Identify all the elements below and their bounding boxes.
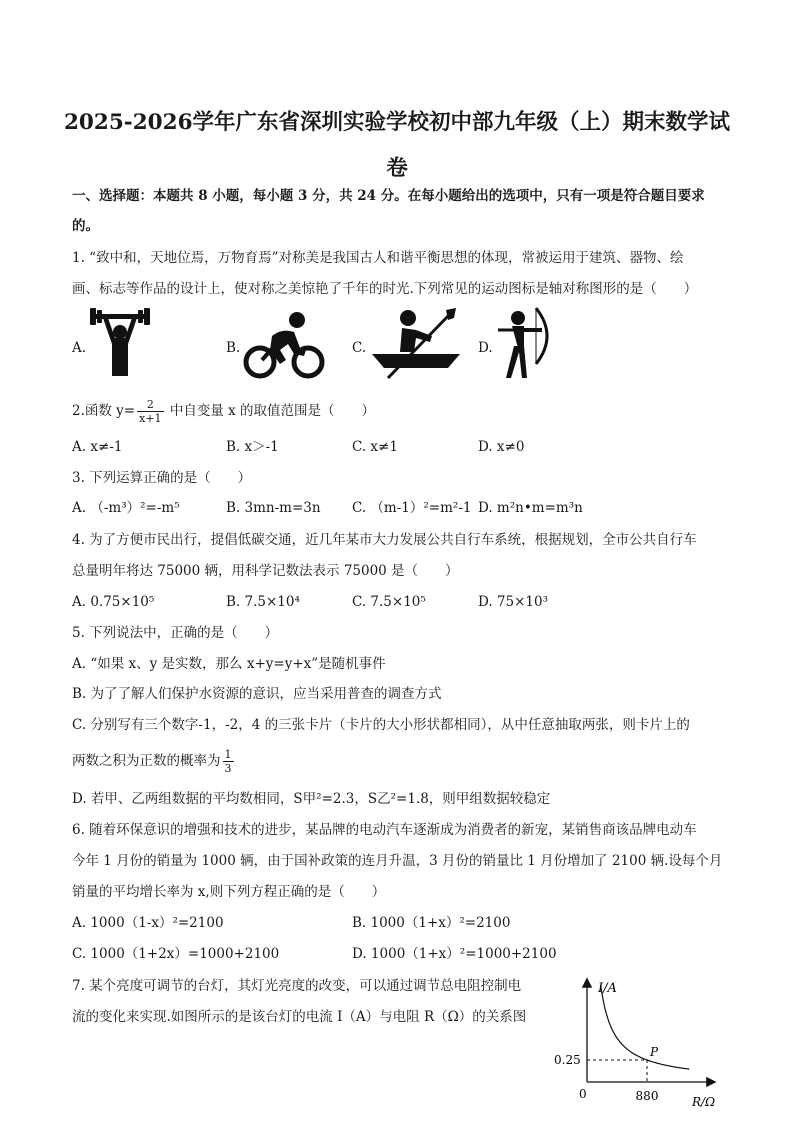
q5-option-b: B. 为了了解人们保护水资源的意识，应当采用普查的调查方式 [72,686,442,702]
q6-option-c: C. 1000（1+2x）=1000+2100 [72,946,280,962]
q5-option-c-prefix: 两数之积为正数的概率为 [72,753,221,769]
q2-stem [72,398,375,425]
q1-stem-line-1: 1. “致中和，天地位焉，万物育焉”对称美是我国古人和谐平衡思想的体现，常被运用于建筑、器物、绘 [72,250,684,266]
q4-stem-line-2: 总量明年将达 75000 辆，用科学记数法表示 75000 是（ ） [72,563,459,579]
q5-option-c-line-1: C. 分别写有三个数字-1，-2，4 的三张卡片（卡片的大小形状都相同），从中任意抽取两张，则卡片上的 [72,717,690,733]
section-header-line-2: 的。 [72,218,99,234]
q5-option-c-line-2 [72,748,236,775]
q2-fraction [137,398,163,425]
archery-icon [492,306,556,380]
q2-fraction-denominator: x+1 [139,412,162,425]
title-line-1: 2025-2026学年广东省深圳实验学校初中部九年级（上）期末数学试 [63,110,731,135]
section-header-line-1: 一、选择题：本题共 8 小题，每小题 3 分，共 24 分。在每小题给出的选项中，只有一项是符合题目要求 [72,188,705,204]
q5-fraction-numerator: 1 [224,748,232,761]
exam-title [60,100,734,192]
q6-option-a: A. 1000（1-x）²=2100 [72,915,224,931]
q5-option-a: A. “如果 x、y 是实数，那么 x+y=y+x”是随机事件 [72,656,386,672]
graph-y-axis-label: I/A [598,981,617,996]
q6-stem-line-1: 6. 随着环保意识的增强和技术的进步，某品牌的电动汽车逐渐成为消费者的新宠，某销售商该品牌电动车 [72,822,697,838]
q6-stem-line-3: 销量的平均增长率为 x,则下列方程正确的是（ ） [72,884,386,900]
q1-option-a-label: A. [72,340,87,356]
current-resistance-graph [552,972,732,1112]
q4-stem-line-1: 4. 为了方便市民出行，提倡低碳交通，近几年某市大力发展公共自行车系统，根据规划，全市公共自行车 [72,532,697,548]
q2-option-c: C. x≠1 [352,439,398,455]
q1-option-d-label: D. [478,340,493,356]
inverse-proportion-curve [601,985,690,1069]
q2-option-d: D. x≠0 [478,439,525,455]
q3-stem: 3. 下列运算正确的是（ ） [72,470,252,486]
q6-option-b: B. 1000（1+x）²=2100 [352,915,511,931]
q4-option-a: A. 0.75×10⁵ [72,594,155,610]
graph-origin-label: 0 [579,1087,587,1101]
q5-option-d: D. 若甲、乙两组数据的平均数相同，S甲²=2.3，S乙²=1.8，则甲组数据较稳定 [72,791,551,807]
q7-stem-line-1: 7. 某个亮度可调节的台灯，其灯光亮度的改变，可以通过调节总电阻控制电 [72,978,522,994]
q1-stem-line-2: 画、标志等作品的设计上，使对称之美惊艳了千年的时光.下列常见的运动图标是轴对称图形的是（ ） [72,281,698,297]
q4-option-d: D. 75×10³ [478,594,549,610]
q4-option-c: C. 7.5×10⁵ [352,594,426,610]
q5-stem: 5. 下列说法中，正确的是（ ） [72,625,279,641]
q1-option-b-label: B. [226,340,241,356]
q3-option-c: C. （m-1）²=m²-1 [352,500,472,516]
q5-fraction-denominator: 3 [224,762,232,775]
q2-stem-prefix: 2.函数 y= [72,403,136,419]
weightlifting-icon [88,308,152,378]
q3-option-a: A. （-m³）²=-m⁵ [72,500,180,516]
q3-option-b: B. 3mn-m=3n [226,500,321,516]
graph-x-tick-label: 880 [635,1089,659,1103]
q2-stem-suffix: 中自变量 x 的取值范围是（ ） [165,403,376,419]
rowing-icon [368,306,464,380]
q6-stem-line-2: 今年 1 月份的销量为 1000 辆，由于国补政策的连月升温，3 月份的销量比 1 月份增加了 2100 辆.设每个月 [72,853,723,869]
q2-fraction-numerator: 2 [137,398,163,412]
q3-option-d: D. m²n•m=m³n [478,500,583,516]
title-line-2: 卷 [386,156,408,181]
graph-x-axis-label: R/Ω [692,1095,716,1109]
q2-option-b: B. x＞-1 [226,439,279,455]
graph-point-label: P [650,1045,659,1059]
q1-option-c-label: C. [352,340,367,356]
q2-option-a: A. x≠-1 [72,439,123,455]
q5-fraction [223,748,234,775]
q6-option-d: D. 1000（1+x）²=1000+2100 [352,946,557,962]
q4-option-b: B. 7.5×10⁴ [226,594,300,610]
cycling-icon [240,310,328,380]
q7-stem-line-2: 流的变化来实现.如图所示的是该台灯的电流 I（A）与电阻 R（Ω）的关系图 [72,1009,527,1025]
graph-y-tick-label: 0.25 [554,1053,581,1067]
